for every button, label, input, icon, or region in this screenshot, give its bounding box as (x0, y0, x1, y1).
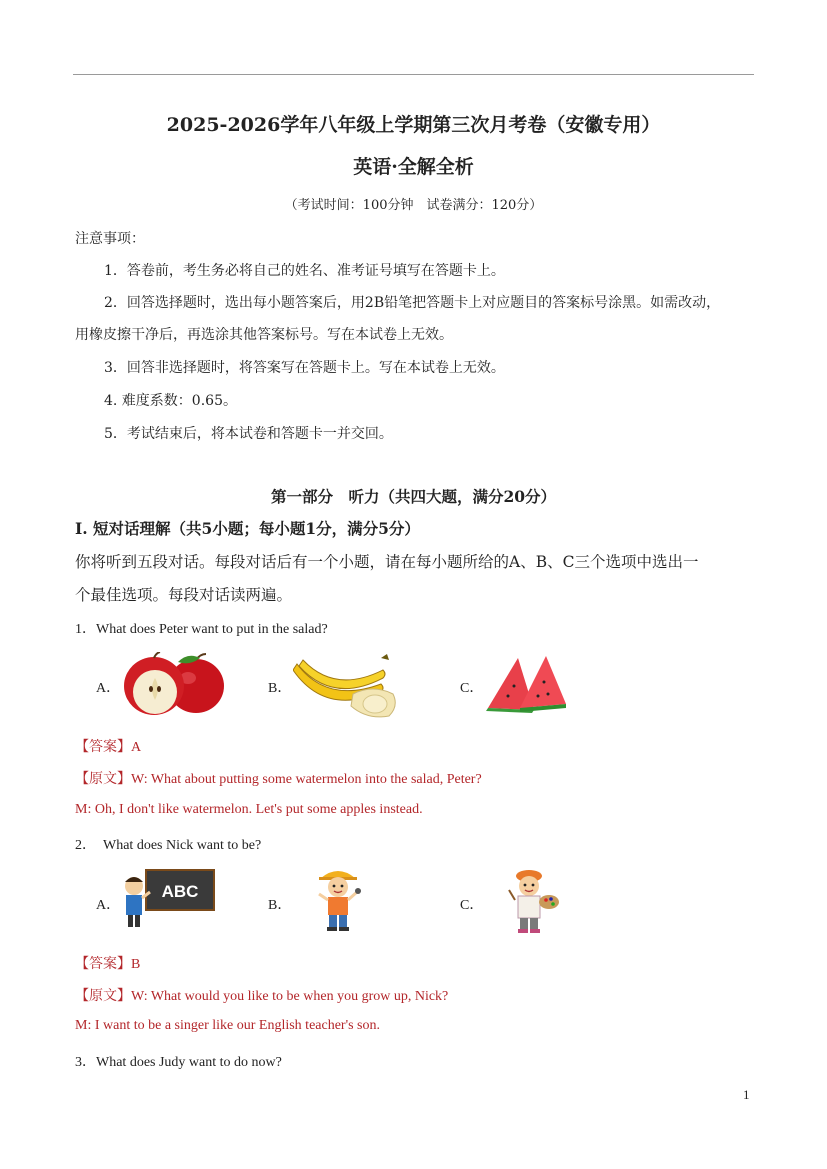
watermelon-image (484, 652, 568, 714)
q2-option-b: B． (268, 898, 292, 913)
q2-script-line-1 (75, 985, 448, 1005)
part-title: I. 短对话理解（共5小题；每小题1分，满分5分） (75, 519, 420, 538)
singer-image (313, 866, 363, 936)
notes-heading: 注意事项： (75, 231, 145, 247)
q2-answer-label: 【答案】 (75, 956, 131, 972)
exam-info: （考试时间：100分钟 试卷满分：120分） (284, 198, 543, 213)
blackboard-text: ABC (161, 882, 199, 901)
q2-script-text-1: W: What would you like to be when you grow up, Nick? (131, 989, 449, 1004)
q1-script-label: 【原文】 (75, 771, 131, 787)
apples-image (118, 652, 226, 718)
q1-answer-label: 【答案】 (75, 739, 131, 755)
question-2-stem: 2． What does Nick want to be? (75, 838, 262, 853)
teacher-image (120, 866, 216, 930)
note-item-4: 4. 难度系数：0.65。 (104, 393, 237, 409)
note-item-5: 5．考试结束后，将本试卷和答题卡一并交回。 (104, 426, 393, 442)
q1-answer (75, 736, 141, 756)
q2-option-a: A． (96, 898, 121, 913)
q2-script-label: 【原文】 (75, 988, 131, 1004)
note-item-2: 2．回答选择题时，选出每小题答案后，用2B铅笔把答题卡上对应题目的答案标号涂黑。如需改动， (104, 295, 721, 311)
note-item-3: 3．回答非选择题时，将答案写在答题卡上。写在本试卷上无效。 (104, 360, 505, 376)
q1-answer-value: A (131, 740, 142, 755)
painter-image (505, 866, 561, 934)
q2-answer (75, 953, 140, 973)
q1-option-b: B． (268, 681, 292, 696)
page-subtitle: 英语·全解全析 (353, 156, 474, 178)
note-item-2-cont: 用橡皮擦干净后，再选涂其他答案标号。写在本试卷上无效。 (75, 327, 453, 343)
section-title: 第一部分 听力（共四大题，满分20分） (270, 487, 557, 506)
question-1-stem: 1．What does Peter want to put in the salad? (75, 622, 328, 637)
q2-answer-value: B (131, 957, 141, 972)
note-item-1: 1．答卷前，考生务必将自己的姓名、准考证号填写在答题卡上。 (104, 263, 505, 279)
header-rule (73, 74, 754, 75)
q1-option-c: C． (460, 681, 484, 696)
q1-script-text-1: W: What about putting some watermelon into the salad, Peter? (131, 772, 482, 787)
q1-option-a: A． (96, 681, 121, 696)
instructions-line-1: 你将听到五段对话。每段对话后有一个小题，请在每小题所给的A、B、C三个选项中选出一 (75, 553, 699, 571)
bananas-image (293, 654, 405, 718)
q1-script-line-2: M: Oh, I don't like watermelon. Let's put some apples instead. (75, 802, 423, 817)
question-3-stem: 3．What does Judy want to do now? (75, 1055, 282, 1070)
q2-option-c: C． (460, 898, 484, 913)
q2-script-line-2: M: I want to be a singer like our English teacher's son. (75, 1018, 381, 1033)
instructions-line-2: 个最佳选项。每段对话读两遍。 (75, 586, 293, 604)
q1-script-line-1 (75, 768, 482, 788)
page-title: 2025-2026学年八年级上学期第三次月考卷（安徽专用） (166, 114, 661, 136)
page-number: 1 (743, 1087, 750, 1102)
